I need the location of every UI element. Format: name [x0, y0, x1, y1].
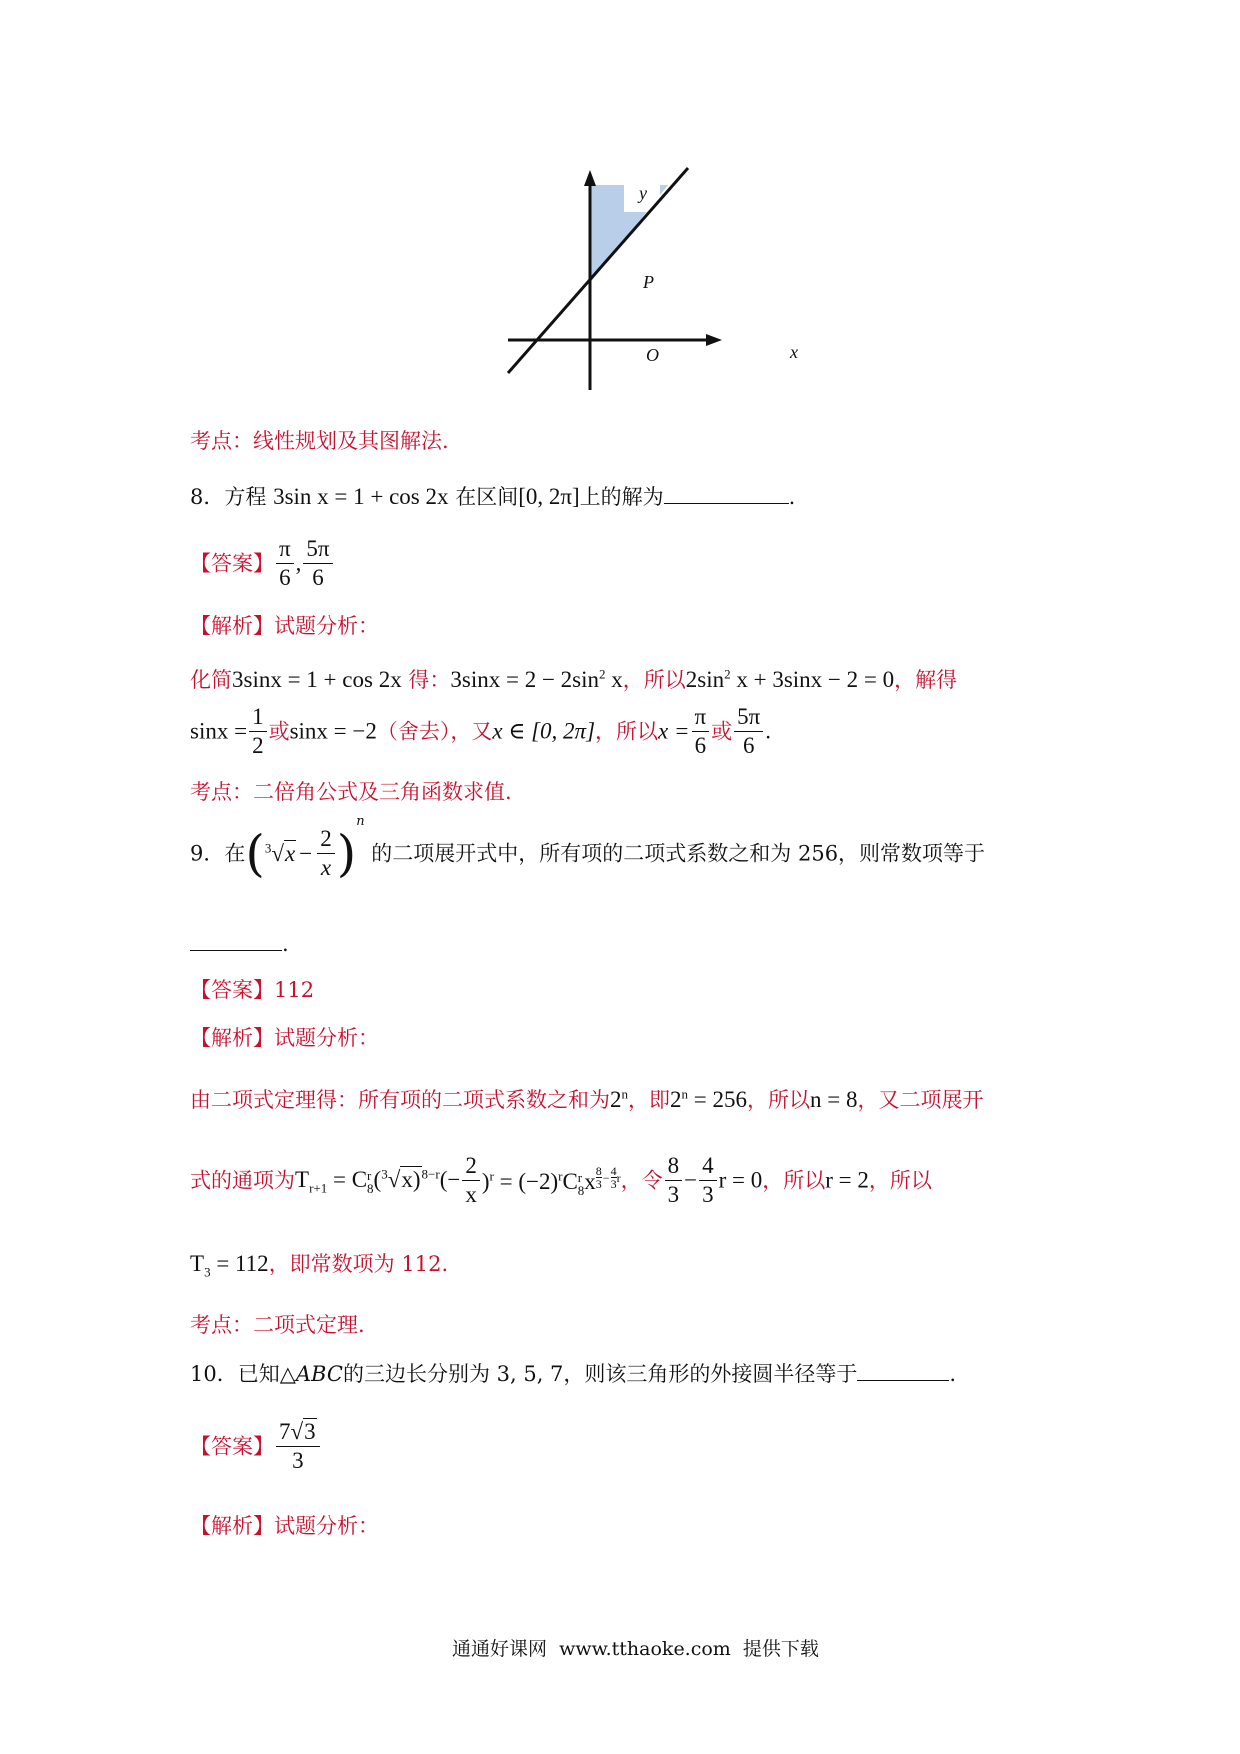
answer-8: 【答案】 $\frac{\pi}{6}$ , $\frac{5\pi}{6}$ [190, 535, 335, 592]
page-footer: 通通好课网 www.tthaoke.com 提供下载 [452, 1638, 819, 1660]
q8-equation: 3sin x = 1 + cos 2x [273, 484, 449, 509]
solution-9-line-3: $T_3 = 112$，即常数项为 112. [190, 1251, 449, 1280]
q8-prefix: 方程 [224, 485, 267, 509]
solution-8-line-1: 化简3sinx = 1 + cos 2x 得：$3\sin x = 2 - 2\sin^2$ x，所以$2\sin^2$ x + 3sinx − 2 = 0，解得 [190, 666, 958, 692]
x-axis-arrow [706, 334, 722, 346]
jiexi-label-10: 【解析】试题分析： [190, 1514, 379, 1538]
y-axis-label: y [639, 183, 647, 203]
answer-10: 【答案】 $\frac{7√3}{3}$ [190, 1418, 322, 1475]
question-8: 8．方程 3sin x = 1 + cos 2x 在区间[0, 2π]上的解为 . [190, 484, 796, 509]
q8-number: 8． [190, 485, 225, 509]
jiexi-label-9: 【解析】试题分析： [190, 1026, 379, 1050]
answer-8-frac-a: $\frac{\pi}{6}$ [276, 535, 294, 592]
kaodian-binomial: 考点：二项式定理. [190, 1313, 365, 1337]
y-axis-arrow [584, 170, 596, 186]
kaodian-double-angle: 考点：二倍角公式及三角函数求值. [190, 780, 512, 804]
jiexi-label-8: 【解析】试题分析： [190, 614, 379, 638]
answer-tag: 【答案】 [190, 551, 274, 576]
origin-label: O [646, 345, 659, 365]
kaodian-linear-programming: 考点：线性规划及其图解法. [190, 429, 449, 453]
solution-9-line-2: 式的通项为$T_{r+1} = C$ r 8 $(^3√x)^{8-r}(-$ $\frac{2}{x}$ )$^r = (-2)^rC$ r 8 x 8 3 − $\frac{4}{3}$ r ，令 $\frac{8}{3}$ − $\frac{4}{3}$ r = 0，所以r = 2，所以 [190, 1153, 932, 1207]
question-10: 10．已知△ABC的三边长分别为 3, 5, 7，则该三角形的外接圆半径等于 . [190, 1362, 957, 1386]
question-9-blank: . [190, 930, 289, 958]
q8-blank [664, 503, 789, 504]
x-axis-label: x [790, 342, 798, 362]
answer-8-frac-b: $\frac{5\pi}{6}$ [303, 535, 332, 592]
solution-8-line-2: sinx = $\frac{1}{2}$ 或sinx = −2（舍去），又x ∈ [0, 2π]，所以x = $\frac{\pi}{6}$ 或 $\frac{5\pi}{6}$ . [190, 704, 772, 758]
q8-mid-text: 在区间 [455, 485, 519, 509]
answer-9: 【答案】112 [190, 978, 315, 1002]
solution-9-line-1: 由二项式定理得：所有项的二项式系数之和为2$^n$，即2$^n$ = 256，所以n = 8，又二项展开 [190, 1086, 984, 1112]
q8-interval: [0, 2π] [518, 484, 580, 509]
question-9: 9．在($^3$√x − $\frac{2}{x}$ )$^n$ 的二项展开式中，所有项的二项式系数之和为 256，则常数项等于 [190, 814, 986, 883]
q8-suffix: 上的解为 [579, 485, 664, 509]
point-p-label: P [643, 272, 654, 292]
